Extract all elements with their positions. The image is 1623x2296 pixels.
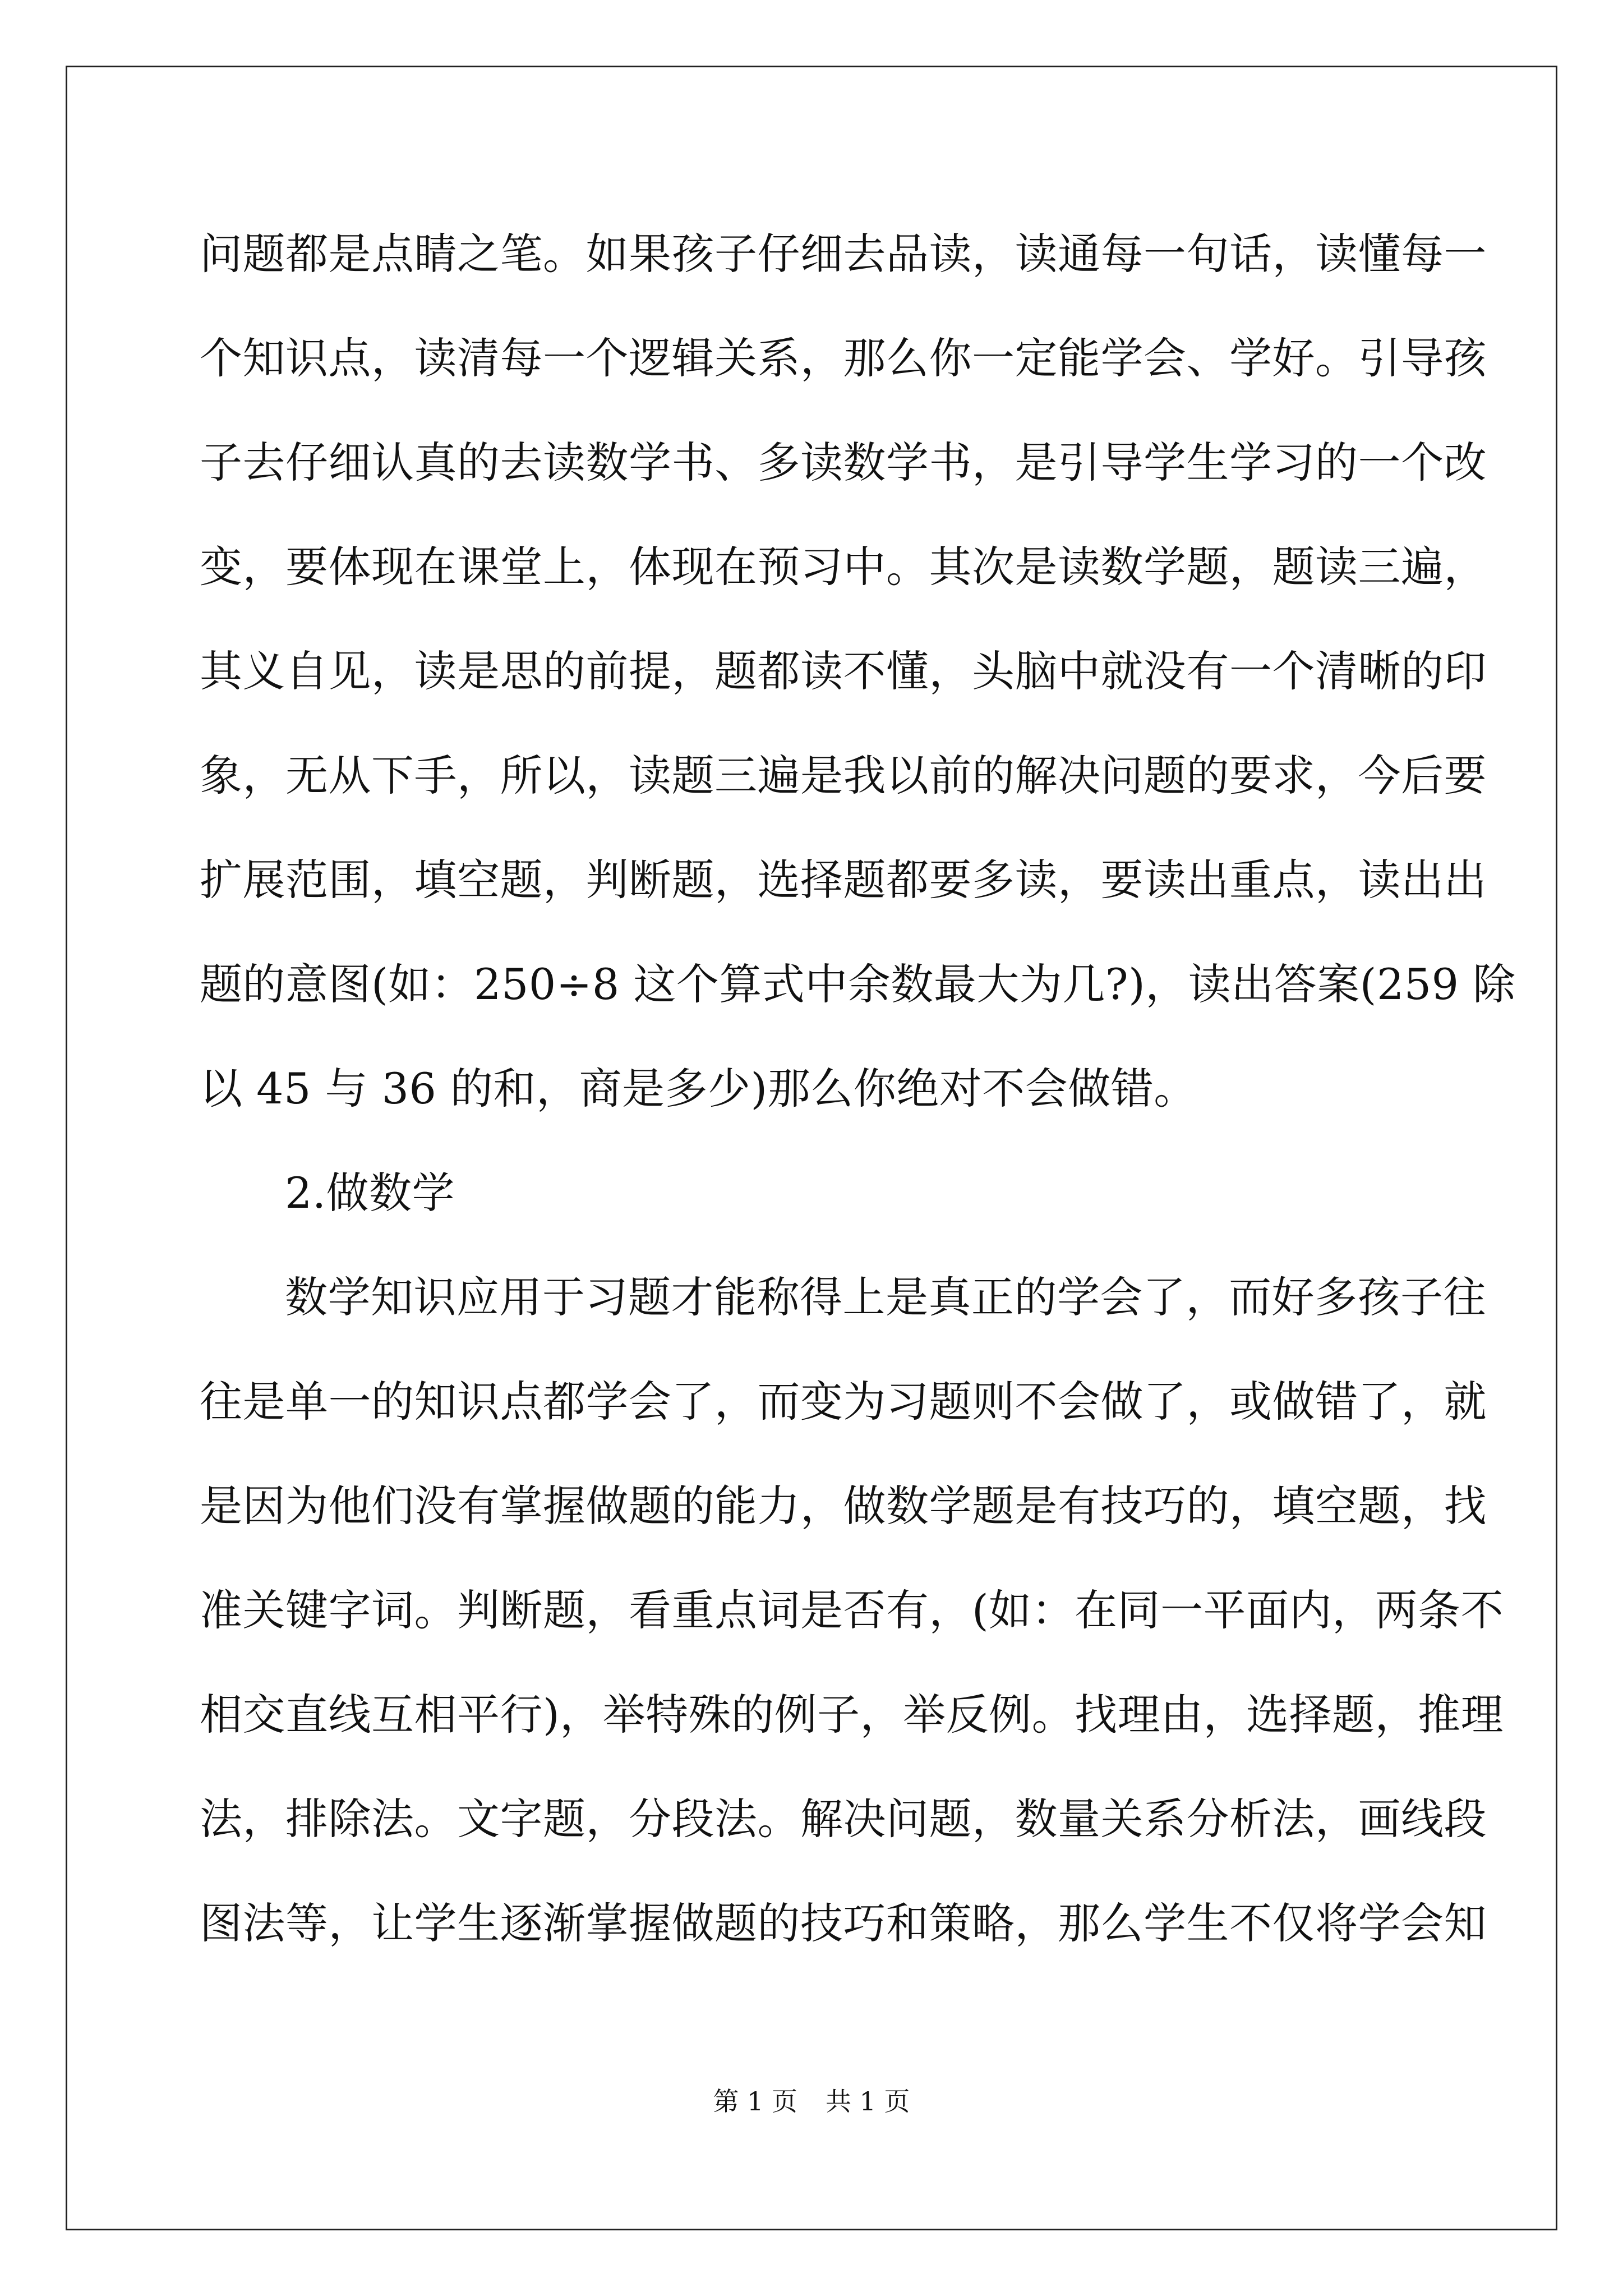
text-line: 往是单一的知识点都学会了，而变为习题则不会做了，或做错了，就 — [200, 1377, 1487, 1427]
text-line: 法，排除法。文字题，分段法。解决问题，数量关系分析法，画线段 — [200, 1794, 1487, 1844]
document-body — [200, 202, 1516, 1976]
section-heading: 2.做数学 — [285, 1168, 455, 1218]
text-line: 扩展范围，填空题，判断题，选择题都要多读，要读出重点，读出出 — [200, 855, 1487, 905]
text-line-paragraph-end: 以 45 与 36 的和，商是多少)那么你绝对不会做错。 — [200, 1064, 1197, 1114]
text-line: 变，要体现在课堂上，体现在预习中。其次是读数学题，题读三遍， — [200, 542, 1487, 592]
text-line: 象，无从下手，所以，读题三遍是我以前的解决问题的要求，今后要 — [200, 751, 1487, 800]
text-line: 相交直线互相平行)，举特殊的例子，举反例。找理由，选择题，推理 — [200, 1690, 1504, 1740]
text-line: 是因为他们没有掌握做题的能力，做数学题是有技巧的，填空题，找 — [200, 1481, 1487, 1531]
text-line-paragraph-start: 数学知识应用于习题才能称得上是真正的学会了，而好多孩子往 — [285, 1272, 1486, 1322]
text-line: 问题都是点睛之笔。如果孩子仔细去品读，读通每一句话，读懂每一 — [200, 229, 1487, 279]
text-line: 题的意图(如：250÷8 这个算式中余数最大为几?)，读出答案(259 除 — [200, 959, 1516, 1009]
page-number: 第 1 页 — [713, 2086, 797, 2116]
text-line: 其义自见，读是思的前提，题都读不懂，头脑中就没有一个清晰的印 — [200, 646, 1487, 696]
text-line: 子去仔细认真的去读数学书、多读数学书，是引导学生学习的一个改 — [200, 438, 1487, 487]
text-line: 个知识点，读清每一个逻辑关系，那么你一定能学会、学好。引导孩 — [200, 333, 1487, 383]
page-total: 共 1 页 — [826, 2086, 910, 2116]
text-line: 图法等，让学生逐渐掌握做题的技巧和策略，那么学生不仅将学会知 — [200, 1898, 1487, 1948]
text-line: 准关键字词。判断题，看重点词是否有，(如：在同一平面内，两条不 — [200, 1585, 1504, 1635]
page-footer — [0, 2085, 1623, 2118]
